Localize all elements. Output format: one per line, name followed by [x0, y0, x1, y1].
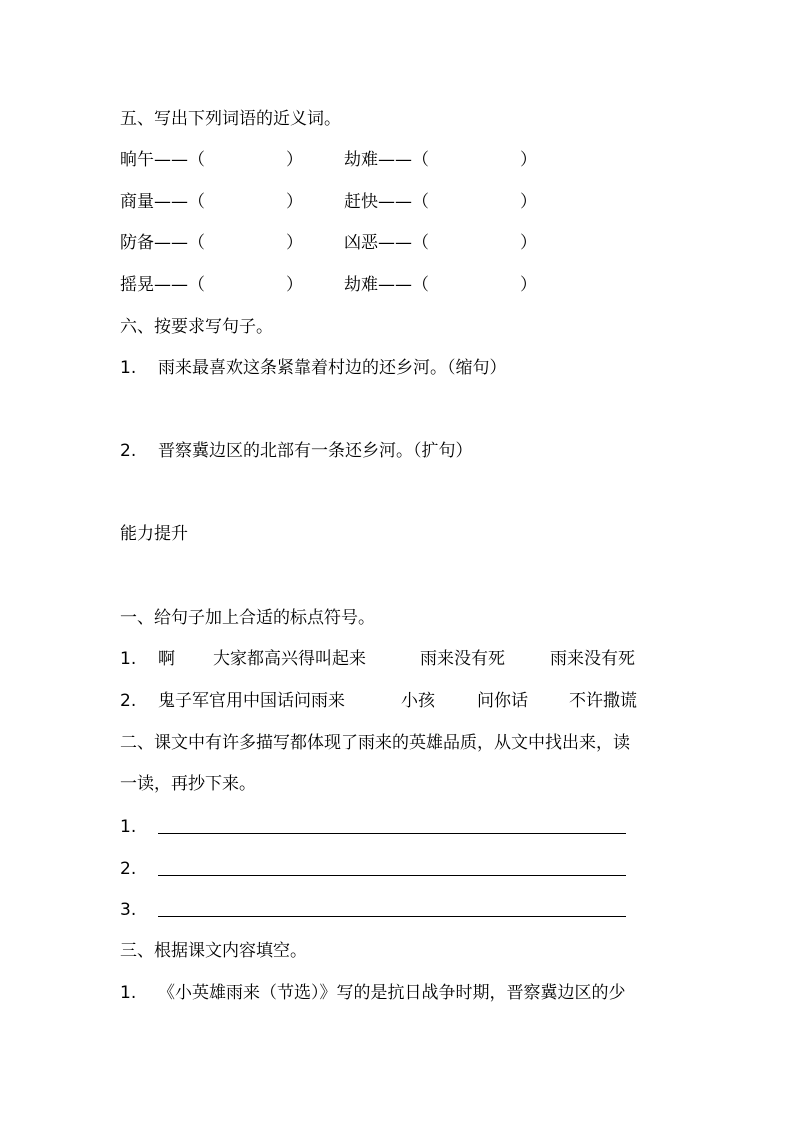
- synonym-item: 摇晃——（ ）: [120, 275, 303, 295]
- answer-line[interactable]: [158, 875, 626, 876]
- section5-title: 五、写出下列词语的近义词。: [120, 109, 341, 129]
- punct-fragment: 大家都高兴得叫起来: [213, 649, 366, 669]
- punct-fragment: 啊: [158, 649, 175, 669]
- punct-fragment: 鬼子军官用中国话问雨来: [158, 691, 345, 711]
- punct-fragment: 不许撒谎: [569, 691, 637, 711]
- punct-fragment: 雨来没有死: [420, 649, 505, 669]
- q2-title-line2: 一读，再抄下来。: [120, 774, 256, 794]
- synonym-item: 劫难——（ ）: [344, 150, 537, 170]
- ability-heading: 能力提升: [120, 524, 188, 544]
- punct-fragment: 雨来没有死: [550, 649, 635, 669]
- sentence-prompt: 晋察冀边区的北部有一条还乡河。（扩句）: [158, 441, 473, 461]
- item-number: 1.: [120, 358, 137, 378]
- answer-line[interactable]: [158, 833, 626, 834]
- synonym-item: 赶快——（ ）: [344, 192, 537, 212]
- q1-title: 一、给句子加上合适的标点符号。: [120, 608, 375, 628]
- fill-in-sentence: 《小英雄雨来（节选）》写的是抗日战争时期，晋察冀边区的少: [158, 983, 626, 1003]
- punct-fragment: 小孩: [401, 691, 435, 711]
- answer-line[interactable]: [158, 916, 626, 917]
- item-number: 1.: [120, 649, 137, 669]
- section6-title: 六、按要求写句子。: [120, 317, 273, 337]
- synonym-item: 商量——（ ）: [120, 192, 303, 212]
- item-number: 2.: [120, 441, 137, 461]
- sentence-prompt: 雨来最喜欢这条紧靠着村边的还乡河。（缩句）: [158, 358, 507, 378]
- synonym-item: 防备——（ ）: [120, 233, 303, 253]
- punct-fragment: 问你话: [477, 691, 528, 711]
- q3-title: 三、根据课文内容填空。: [120, 941, 307, 961]
- item-number: 1.: [120, 983, 137, 1003]
- synonym-item: 晌午——（ ）: [120, 150, 303, 170]
- item-number: 3.: [120, 900, 137, 920]
- synonym-item: 凶恶——（ ）: [344, 233, 537, 253]
- q2-title-line1: 二、课文中有许多描写都体现了雨来的英雄品质，从文中找出来，读: [120, 733, 630, 753]
- synonym-item: 劫难——（ ）: [344, 275, 537, 295]
- item-number: 2.: [120, 859, 137, 879]
- item-number: 1.: [120, 817, 137, 837]
- item-number: 2.: [120, 691, 137, 711]
